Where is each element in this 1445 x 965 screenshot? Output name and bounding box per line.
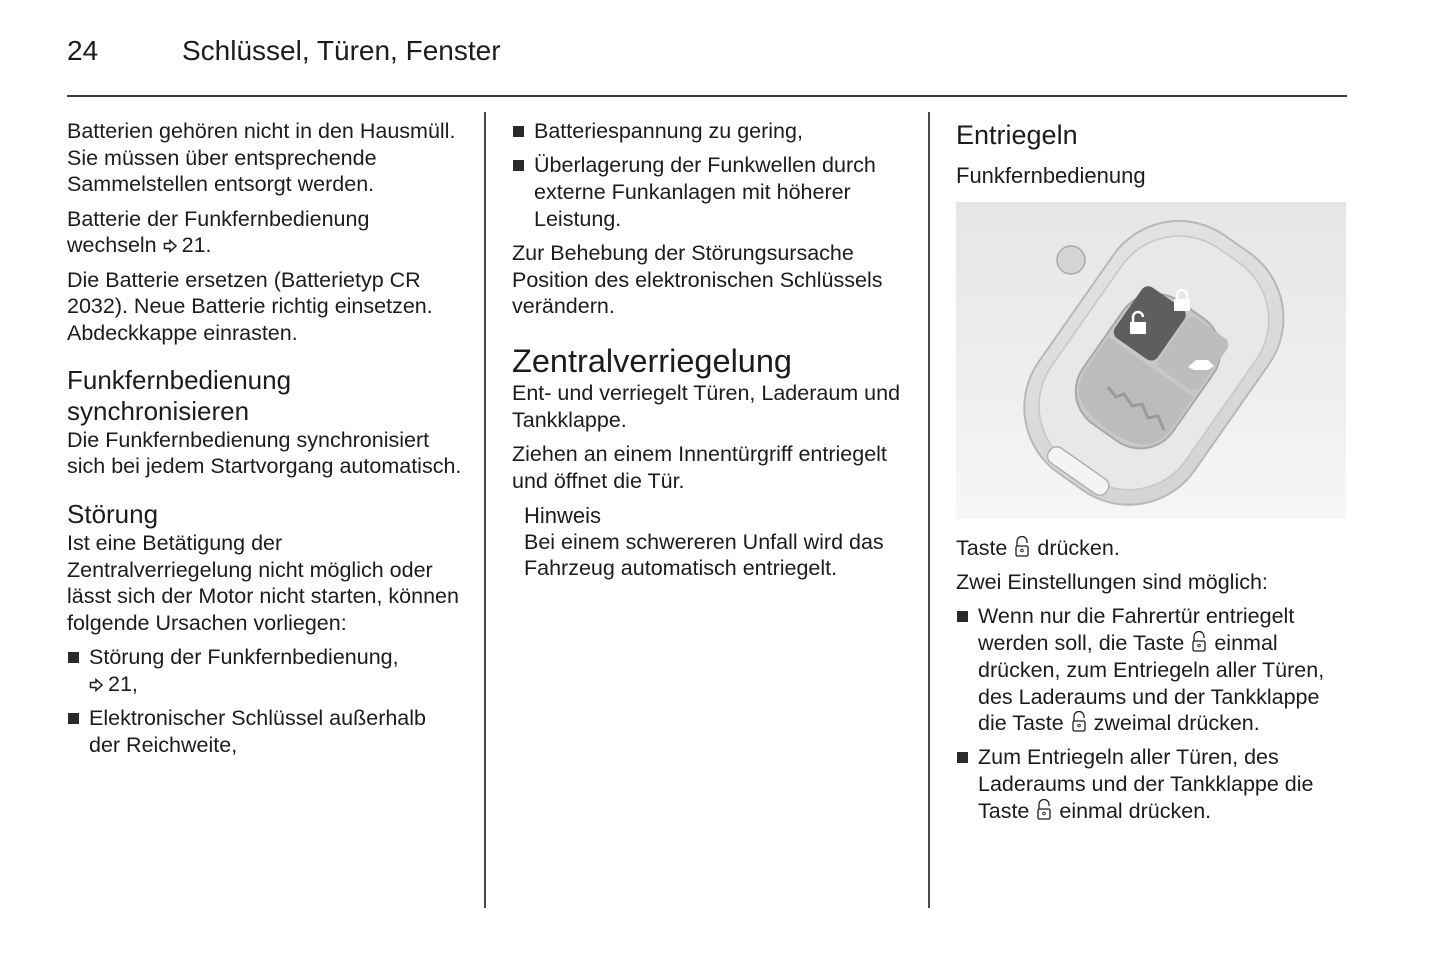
section-heading-sync: Funkfernbedienung synchronisieren [67,364,292,426]
fault-paragraph: Ist eine Betätigung der Zentralverriegelung nicht möglich oder lässt sich der Motor nicht starten, können folgende Ursachen vorliegen: [67,531,459,636]
fault-causes-list-continued [512,118,907,232]
text-fragment: zweimal drücken. [1093,711,1260,736]
note-text: Bei einem schwereren Unfall wird das Fahrzeug automatisch entriegelt. [524,529,884,581]
header-rule [67,95,1347,97]
list-item-text: Batteriespannung zu gering, [534,119,803,143]
section-heading-central-locking: Zentralverriegelung [512,342,793,379]
list-item-text: Überlagerung der Funkwellen durch externe Funkanlagen mit höherer Leistung. [534,153,876,231]
central-locking-paragraph-1: Ent- und verriegelt Türen, Laderaum und Tankklappe. [512,380,901,432]
list-item-text: Elektronischer Schlüssel außerhalb der Reichweite, [89,706,426,757]
battery-replace-paragraph: Die Batterie ersetzen (Batterietyp CR 2032). Neue Batterie richtig einsetzen. Abdeckkappe einrasten. [67,267,433,345]
chapter-title: Schlüssel, Türen, Fenster [182,35,501,66]
page-reference-link[interactable]: 21, [108,672,138,697]
unlock-icon [1071,711,1087,733]
text-fragment: einmal drücken. [1059,798,1212,823]
list-item [512,152,907,232]
list-item [67,705,462,758]
battery-disposal-paragraph: Batterien gehören nicht in den Hausmüll. Sie müssen über entsprechende Sammelstellen entsorgt werden. [67,119,456,197]
text-fragment: Wenn nur die Fahrertür entriegelt werden soll, die Taste [978,604,1295,656]
unlock-icon [1014,536,1030,558]
page-reference-link[interactable]: 21. [181,233,212,258]
list-item [67,644,462,697]
unlock-icon [1191,631,1207,653]
sync-paragraph: Die Funkfernbedienung synchronisiert sich bei jedem Startvorgang automatisch. [67,427,462,479]
column-2 [512,118,907,582]
battery-change-text: Batterie der Funkfernbedienung wechseln [67,206,370,258]
settings-paragraph: Zwei Einstellungen sind möglich: [956,570,1268,595]
unlock-icon [1036,799,1052,821]
list-item [512,118,907,145]
text-fragment: Taste [956,536,1008,560]
text-fragment: Zum Entriegeln aller Türen, des Laderaums und der Tankklappe die Taste [978,745,1314,823]
note-box [524,502,907,582]
bullet-square-icon [513,126,524,137]
key-fob-icon [956,202,1346,519]
list-item [956,603,1351,737]
page-reference-arrow-icon [163,239,178,253]
bullet-square-icon [957,611,968,622]
battery-change-paragraph [67,206,462,259]
column-1 [67,118,462,766]
section-heading-fault: Störung [67,499,159,530]
central-locking-paragraph-2: Ziehen an einem Innentürgriff entriegelt und öffnet die Tür. [512,441,887,493]
key-fob-illustration [956,202,1346,519]
column-3 [956,118,1351,832]
section-heading-unlock: Entriegeln [956,120,1078,150]
text-fragment: einmal drücken, zum Entriegeln aller Türen, des Laderaums und der Tankklappe die Taste [978,631,1325,736]
list-item [956,744,1351,824]
list-item-text: Störung der Funkfernbedienung, [89,645,399,670]
page-reference-arrow-icon [89,678,104,692]
bullet-square-icon [513,160,524,171]
text-fragment: drücken. [1037,536,1120,560]
bullet-square-icon [68,652,79,663]
press-button-paragraph [956,535,1351,562]
bullet-square-icon [957,752,968,763]
column-divider-2 [928,112,930,908]
page-number: 24 [67,35,99,66]
fault-fix-paragraph: Zur Behebung der Störungsursache Position des elektronischen Schlüssels verändern. [512,240,883,319]
unlock-settings-list [956,603,1351,824]
fault-causes-list [67,644,462,758]
column-divider-1 [484,112,486,908]
bullet-square-icon [68,713,79,724]
note-title: Hinweis [524,502,602,528]
subheading-remote-control: Funkfernbedienung [956,163,1146,188]
